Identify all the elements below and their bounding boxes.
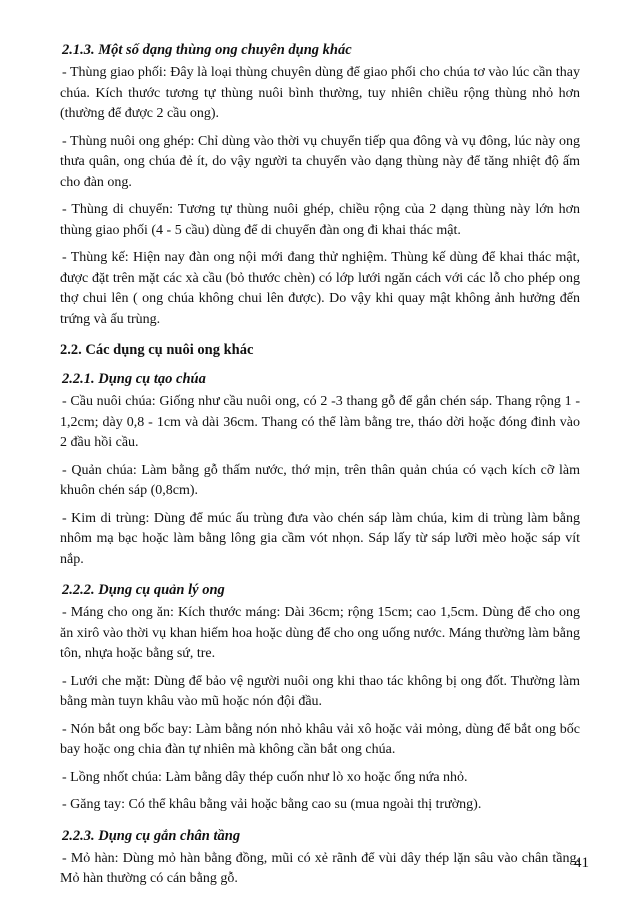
para-non-bat-ong: - Nón bắt ong bốc bay: Làm bằng nón nhỏ khâu vải xô hoặc vải mỏng, dùng để bắt ong bốc bay hoặc ong chia đàn tự nhiên mà không cần bắt ong chúa. — [60, 721, 580, 757]
para-thung-nuoi-ong-ghep: - Thùng nuôi ong ghép: Chỉ dùng vào thời vụ chuyển tiếp qua đông và vụ đông, lúc này ong thưa quân, ong chúa đẻ ít, do vậy người ta chuyển vào dạng thùng này để tăng nhiệt độ ấm cho đàn ong. — [60, 133, 580, 190]
page-number: 41 — [574, 855, 589, 871]
document-page — [60, 40, 580, 897]
para-gang-tay: - Găng tay: Có thể khâu bằng vải hoặc bằng cao su (mua ngoài thị trường). — [62, 797, 482, 812]
para-thung-di-chuyen: - Thùng di chuyển: Tương tự thùng nuôi ghép, chiều rộng của 2 dạng thùng này lớn hơn thùng giao phối (4 - 5 cầu) dùng để di chuyển đàn ong đi khai thác mật. — [60, 202, 580, 238]
para-quan-chua: - Quản chúa: Làm bằng gỗ thấm nước, thớ mịn, trên thân quản chúa có vạch kích cỡ làm khuôn chén sáp (0,8cm). — [60, 462, 580, 498]
para-long-nhot-chua: - Lồng nhốt chúa: Làm bằng dây thép cuốn như lò xo hoặc ống nứa nhỏ. — [62, 769, 468, 785]
heading-2-2-1: 2.2.1. Dụng cụ tạo chúa — [62, 371, 206, 387]
para-thung-giao-phoi: - Thùng giao phối: Đây là loại thùng chuyên dùng để giao phối cho chúa tơ vào lúc cần thay chúa. Kích thước tương tự thùng nuôi bình thường, tuy nhiên chiều rộng thùng nhỏ hơn (thường để được 2 cầu ong). — [60, 65, 580, 121]
heading-2-1-3: 2.1.3. Một số dạng thùng ong chuyên dụng khác — [62, 42, 352, 58]
para-mo-han: - Mỏ hàn: Dùng mỏ hàn bằng đồng, mũi có xẻ rãnh để vùi dây thép lặn sâu vào chân tầng. Mỏ hàn thường có cán bằng gỗ. — [60, 850, 580, 886]
heading-2-2-3: 2.2.3. Dụng cụ gắn chân tầng — [62, 827, 241, 844]
para-cau-nuoi-chua: - Cầu nuôi chúa: Giống như cầu nuôi ong, có 2 -3 thang gỗ để gắn chén sáp. Thang rộng 1 - 1,2cm; dày 0,8 - 1cm và dài 36cm. Thang có thể làm bằng tre, tháo dời hoặc đóng đinh vào 2 đầu hồi cầu. — [60, 394, 580, 450]
para-kim-di-trung: - Kim di trùng: Dùng để múc ấu trùng đưa vào chén sáp làm chúa, kim di trùng làm bằng nhôm mạ bạc hoặc làm bằng lông gia cầm vót nhọn. Sáp lấy từ sáp lưỡi mèo hoặc sáp vít nắp. — [60, 510, 580, 567]
para-luoi-che-mat: - Lưới che mặt: Dùng để bảo vệ người nuôi ong khi thao tác không bị ong đốt. Thường làm bằng màn tuyn khâu vào mũ hoặc nón đội đầu. — [60, 673, 580, 709]
heading-2-2: 2.2. Các dụng cụ nuôi ong khác — [60, 342, 254, 358]
para-thung-ke: - Thùng kế: Hiện nay đàn ong nội mới đang thử nghiệm. Thùng kế dùng để khai thác mật, được đặt trên mặt các xà cầu (bỏ thước chèn) có lớp lưới ngăn cách với các lỗ cho phép ong thợ chui lên ( ong chúa không chui lên được). Do vậy khi quay mật không ảnh hưởng đến trứng và ấu trùng. — [60, 250, 580, 327]
heading-2-2-2: 2.2.2. Dụng cụ quản lý ong — [62, 582, 225, 598]
para-mang-cho-ong-an: - Máng cho ong ăn: Kích thước máng: Dài 36cm; rộng 15cm; cao 1,5cm. Dùng để cho ong ăn xirô vào thời vụ khan hiếm hoa hoặc dùng để cho ong uống nước. Máng thường làm bằng tôn, nhựa hoặc bằng sứ, tre. — [60, 605, 580, 661]
